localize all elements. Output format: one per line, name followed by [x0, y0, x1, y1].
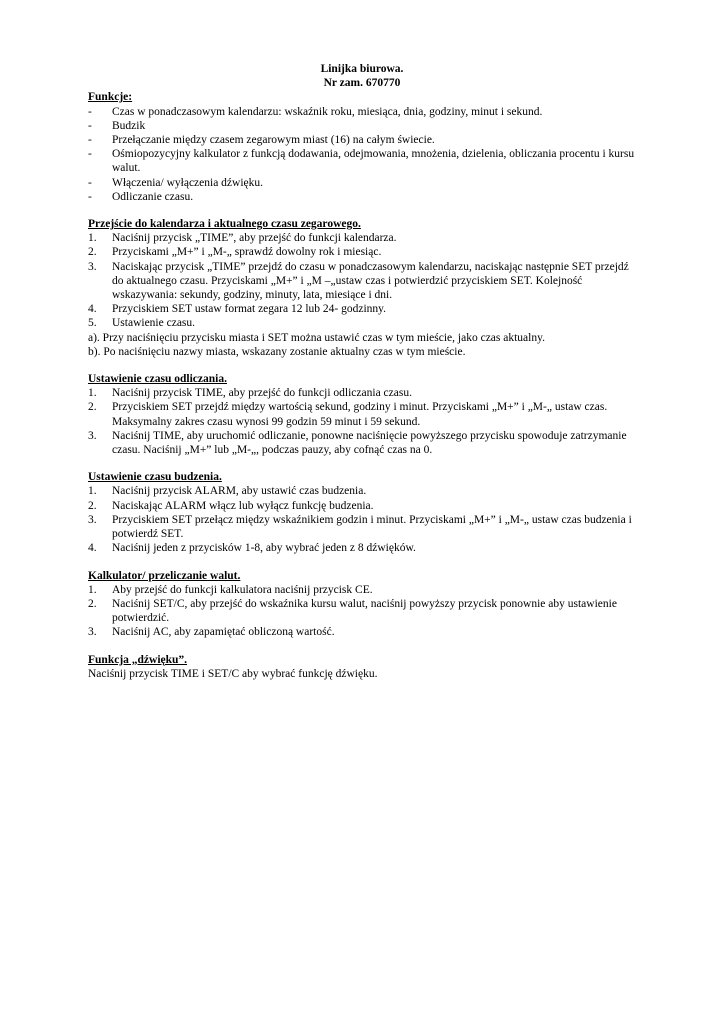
list-item [88, 260, 636, 303]
list-item-text: Ośmiopozycyjny kalkulator z funkcją dodawania, odejmowania, mnożenia, dzielenia, obliczania procentu i kursu walut. [112, 148, 635, 175]
list-item-text: Naciśnij TIME, aby uruchomić odliczanie, ponowne naciśnięcie powyższego przycisku spowoduje zatrzymanie czasu. Naciśnij „M+” lub „M-„, podczas pauzy, aby cofnąć czas na 0. [112, 429, 627, 457]
list-item [88, 302, 636, 316]
section [88, 569, 636, 640]
section-heading: Kalkulator/ przeliczanie walut. [88, 569, 241, 582]
list-item [88, 583, 636, 597]
document-subtitle: Nr zam. 670770 [323, 77, 401, 90]
list-item-text: Aby przejść do funkcji kalkulatora naciśnij przycisk CE. [112, 583, 373, 596]
list-marker: 1. [88, 232, 97, 245]
section [88, 372, 636, 457]
list-item-text: Naciskając przycisk „TIME” przejdź do czasu w ponadczasowym kalendarzu, naciskając następnie SET przejdź do aktualnego czasu. Przyciskami „M+” i „M –„ustaw czas i potwierdzić przyciskiem SET. Kolejność wskazywania: sekundy, godziny, minuty, lata, miesiące i dni. [112, 260, 629, 302]
list-item [88, 400, 636, 428]
list-marker: 4. [88, 542, 97, 555]
document-sections [88, 90, 636, 681]
list-marker: 2. [88, 401, 97, 414]
list-item-text: Przyciskiem SET przełącz między wskaźnikiem godzin i minut. Przyciskami „M+” i „M-„ ustaw czas budzenia i potwierdź SET. [112, 513, 632, 541]
list-item-text: Naciskając ALARM włącz lub wyłącz funkcję budzenia. [112, 499, 374, 512]
list-item-text: Naciśnij SET/C, aby przejść do wskaźnika kursu walut, naciśnij powyższy przycisk ponownie aby ustawienie potwierdzić. [112, 597, 617, 625]
list-item-text: Czas w ponadczasowym kalendarzu: wskaźnik roku, miesiąca, dnia, godziny, minut i sekund. [112, 105, 543, 118]
section [88, 470, 636, 555]
list-marker: 2. [88, 246, 97, 259]
list-marker: - [88, 105, 92, 118]
list-item [88, 386, 636, 400]
list-marker: 5. [88, 317, 97, 330]
list-item-text: Przyciskiem SET ustaw format zegara 12 lub 24- godzinny. [112, 303, 387, 316]
paragraph: Naciśnij przycisk TIME i SET/C aby wybrać funkcję dźwięku. [88, 667, 378, 680]
list-item-text: Przyciskami „M+” i „M-„ sprawdź dowolny rok i miesiąc. [112, 246, 382, 259]
list-item [88, 133, 636, 147]
list-marker: - [88, 148, 92, 161]
list-item-text: Naciśnij przycisk TIME, aby przejść do funkcji odliczania czasu. [112, 387, 412, 400]
section-heading: Funkcje: [88, 91, 133, 104]
section-heading: Funkcja „dźwięku”. [88, 653, 188, 666]
list-marker: 1. [88, 485, 97, 498]
list-item [88, 147, 636, 175]
list-marker: 2. [88, 499, 97, 512]
list-marker: - [88, 119, 92, 132]
list-item-text: Przełączanie między czasem zegarowym miast (16) na całym świecie. [112, 134, 435, 147]
list-marker: 1. [88, 387, 97, 400]
list-item-text: Przyciskiem SET przejdź między wartością sekund, godziny i minut. Przyciskami „M+” i „M-„ ustaw czas. Maksymalny zakres czasu wynosi 99 godzin 59 minut i 59 sekund. [112, 401, 608, 428]
list-marker: - [88, 176, 92, 189]
list-item-text: Naciśnij przycisk „TIME”, aby przejść do funkcji kalendarza. [112, 232, 397, 245]
section [88, 653, 636, 681]
list-item [88, 105, 636, 119]
paragraph: b). Po naciśnięciu nazwy miasta, wskazany zostanie aktualny czas w tym mieście. [88, 345, 466, 358]
list-marker: 3. [88, 626, 97, 639]
section-heading: Ustawienie czasu odliczania. [88, 373, 227, 386]
list-marker: 2. [88, 597, 97, 610]
list-item [88, 316, 636, 330]
list-item [88, 484, 636, 498]
section-heading: Ustawienie czasu budzenia. [88, 471, 222, 484]
list-item [88, 231, 636, 245]
paragraph: a). Przy naciśnięciu przycisku miasta i SET można ustawić czas w tym mieście, jako czas aktualny. [88, 331, 545, 344]
list-marker: 3. [88, 429, 97, 442]
list-marker: 4. [88, 303, 97, 316]
section [88, 90, 636, 204]
list-item [88, 625, 636, 639]
list-item-text: Naciśnij jeden z przycisków 1-8, aby wybrać jeden z 8 dźwięków. [112, 542, 416, 555]
list-marker: 3. [88, 513, 97, 526]
list-item-text: Naciśnij przycisk ALARM, aby ustawić czas budzenia. [112, 485, 367, 498]
list-marker: - [88, 134, 92, 147]
list-item-text: Ustawienie czasu. [112, 317, 196, 330]
list-item [88, 429, 636, 457]
list-item-text: Odliczanie czasu. [112, 190, 194, 203]
list-item [88, 541, 636, 555]
list-marker: - [88, 190, 92, 203]
list-item [88, 190, 636, 204]
list-item [88, 499, 636, 513]
list-marker: 1. [88, 583, 97, 596]
section-heading: Przejście do kalendarza i aktualnego czasu zegarowego. [88, 218, 361, 231]
list-item [88, 176, 636, 190]
list-item [88, 513, 636, 541]
section [88, 217, 636, 359]
list-marker: 3. [88, 260, 97, 273]
list-item-text: Naciśnij AC, aby zapamiętać obliczoną wartość. [112, 626, 335, 639]
list-item [88, 597, 636, 625]
document-title: Linijka biurowa. [320, 63, 404, 75]
list-item-text: Włączenia/ wyłączenia dźwięku. [112, 176, 264, 189]
list-item [88, 119, 636, 133]
list-item [88, 245, 636, 259]
list-item-text: Budzik [112, 119, 146, 132]
